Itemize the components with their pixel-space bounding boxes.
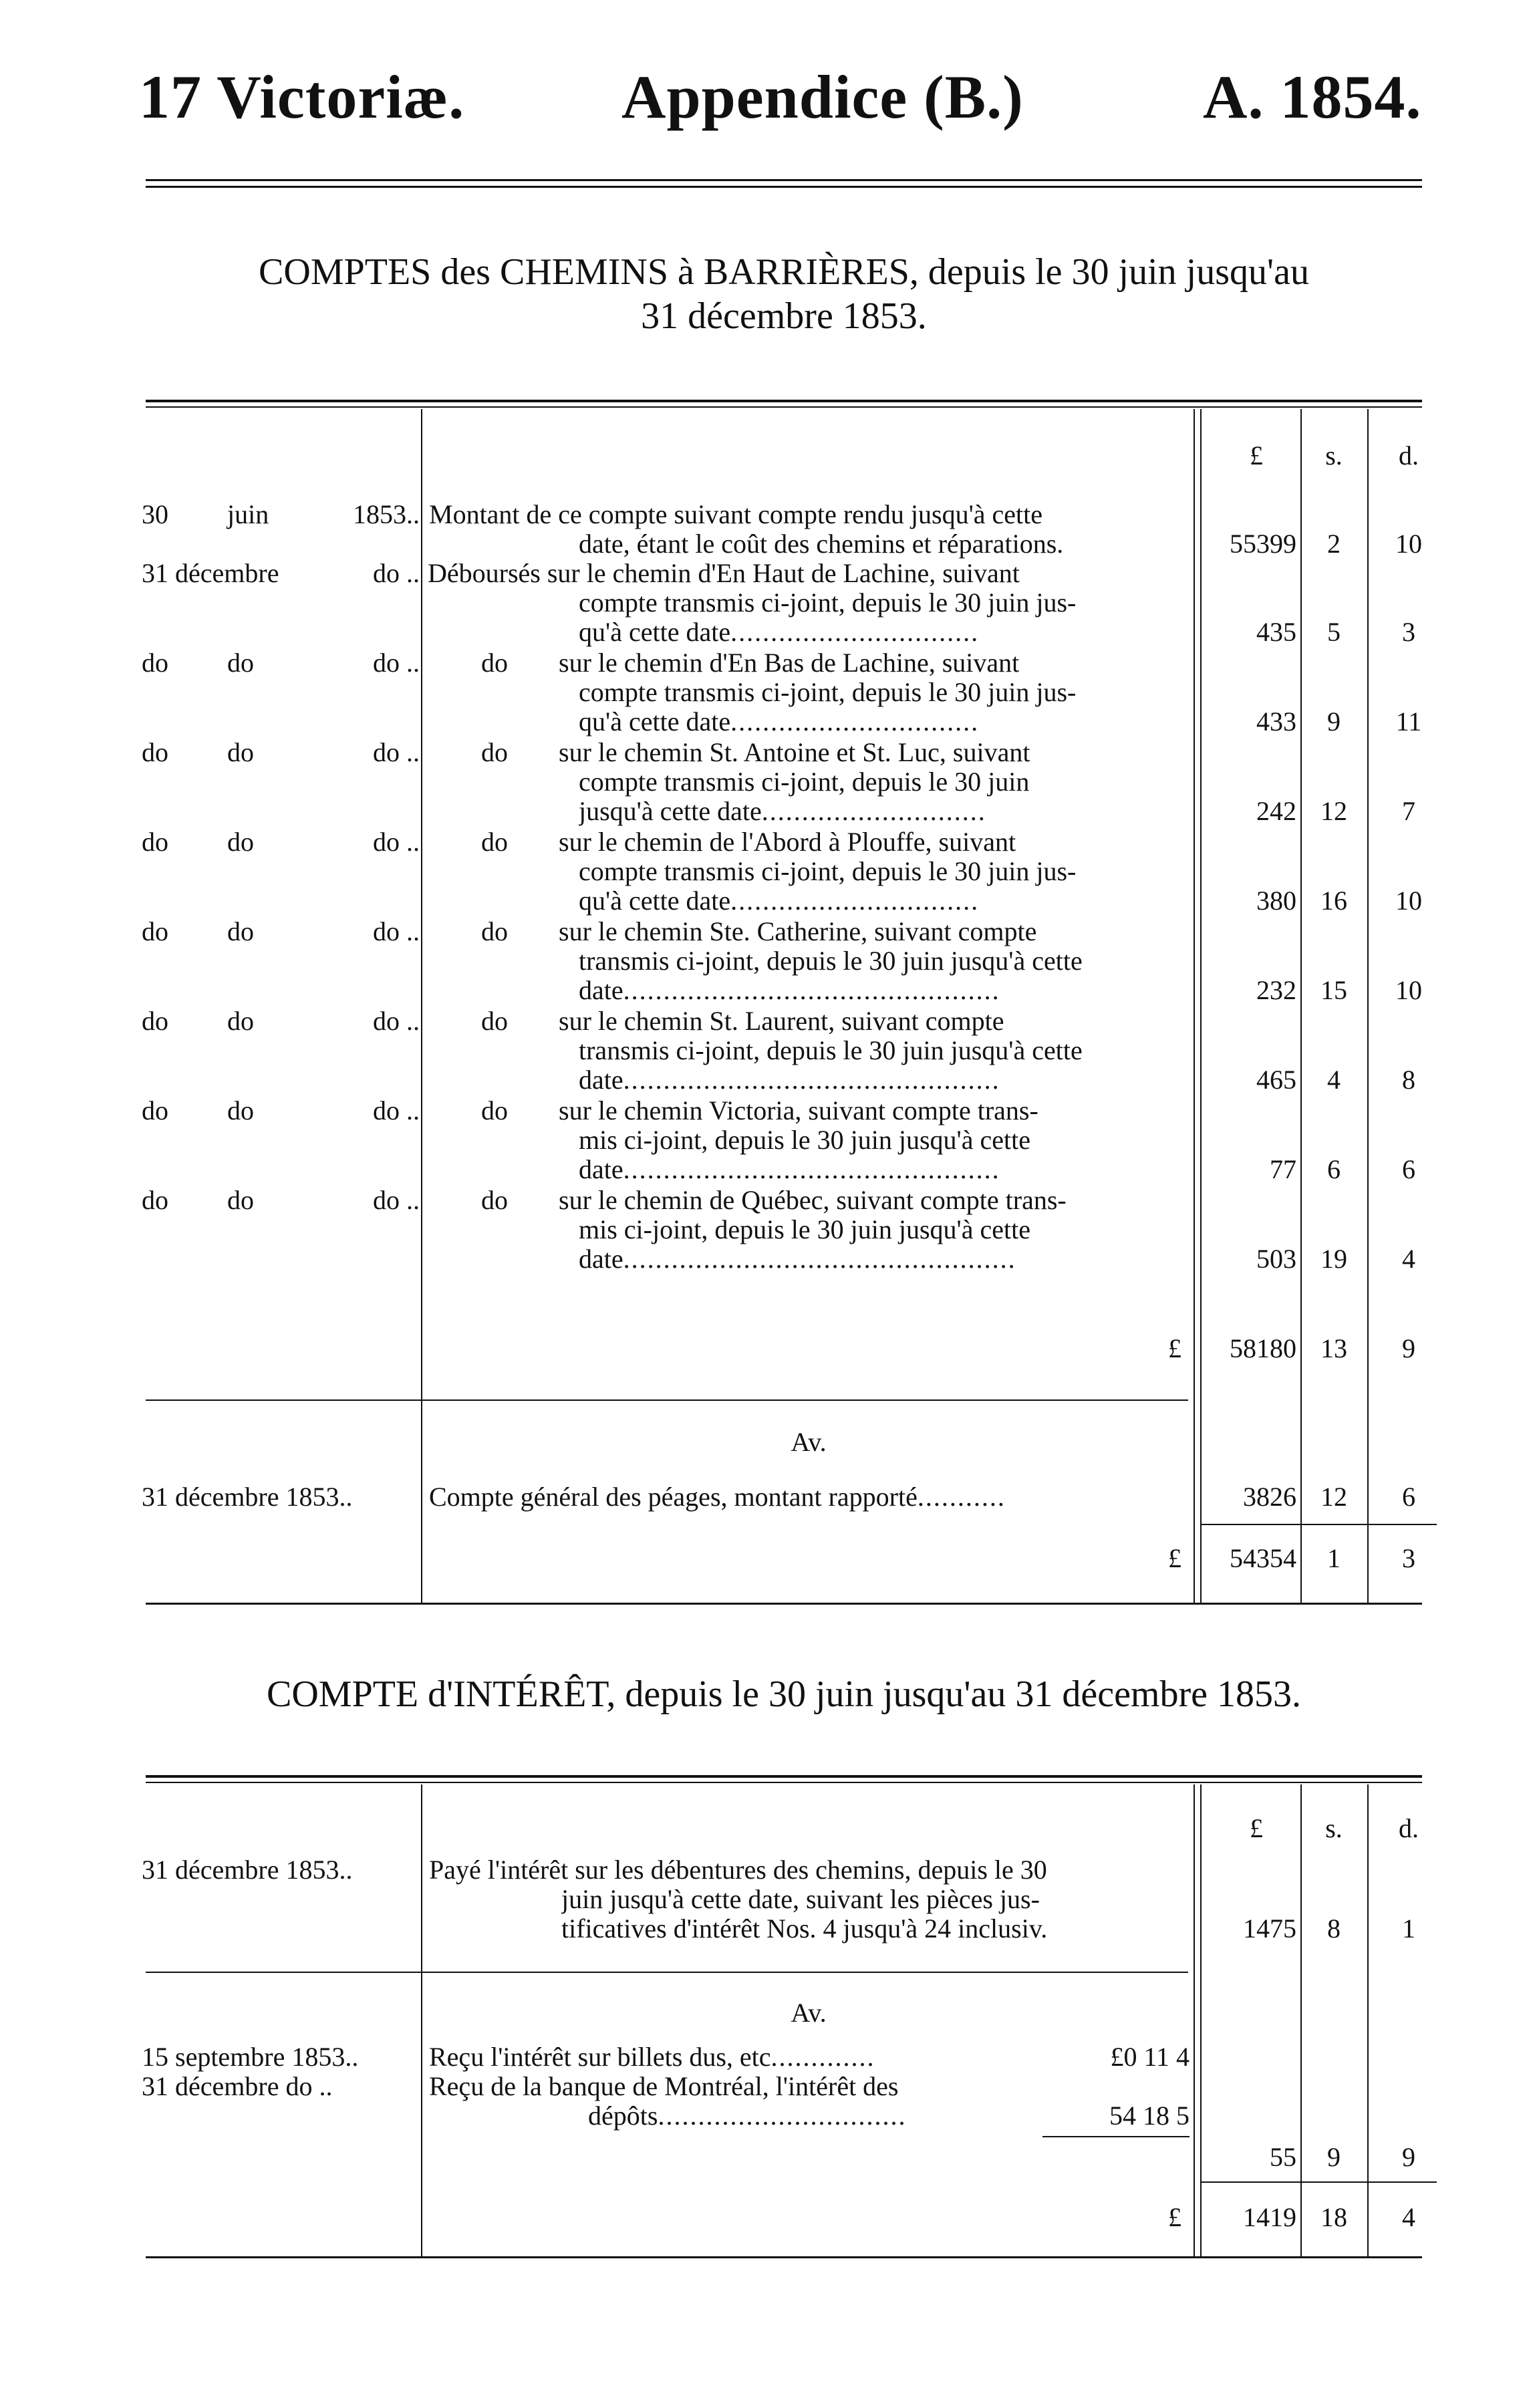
s1-av-text: Compte général des péages, montant rapporté <box>429 1482 918 1512</box>
s1-row-line <box>579 588 1184 618</box>
s1-row-shillings: 6 <box>1327 1154 1341 1184</box>
s1-row-line-text: sur le chemin St. Antoine et St. Luc, suivant <box>559 738 1030 767</box>
s1-row-date-day: 31 décembre <box>142 558 279 588</box>
s1-row-do: do <box>481 648 508 678</box>
s1-row-date-month: do <box>227 737 254 767</box>
col-header-shillings: s. <box>1325 1813 1343 1843</box>
s1-row-pounds: 465 <box>1256 1065 1296 1095</box>
s1-row-line-text: mis ci-joint, depuis le 30 juin jusqu'à cette <box>579 1125 1030 1155</box>
s2-av-date: 31 décembre do .. <box>142 2071 333 2101</box>
s1-row-line <box>559 1007 1184 1036</box>
s2-av-dots: ............. <box>771 2042 875 2072</box>
s2-net-symbol: £ <box>1168 2202 1181 2232</box>
header-right: A. 1854. <box>1203 63 1422 131</box>
s1-row-date-year: do .. <box>373 1095 420 1125</box>
s2-v-amt2 <box>1200 1784 1202 2256</box>
s1-row-line-text: compte transmis ci-joint, depuis le 30 juin jus- <box>579 857 1077 886</box>
s1-row-do: do <box>481 1185 508 1215</box>
s1-row-line <box>559 738 1184 767</box>
s2-row-line: Payé l'intérêt sur les débentures des chemins, depuis le 30 <box>429 1855 1047 1885</box>
col-header-pence: d. <box>1399 440 1419 471</box>
s1-row-line-text: sur le chemin de l'Abord à Plouffe, suivant <box>559 827 1016 857</box>
s1-v-s <box>1300 409 1302 1603</box>
s1-net-pounds: 54354 <box>1230 1543 1296 1573</box>
s1-row-line-text: mis ci-joint, depuis le 30 juin jusqu'à cette <box>579 1215 1030 1244</box>
s2-row-date: 31 décembre 1853.. <box>142 1855 353 1885</box>
s2-bottom-rule <box>146 2256 1422 2258</box>
s1-row-date-year: do .. <box>373 1185 420 1215</box>
s1-row-line-text: sur le chemin St. Laurent, suivant compte <box>559 1007 1004 1036</box>
s1-row-line <box>559 1186 1184 1215</box>
s1-row-line <box>579 1244 1184 1274</box>
s1-row-date-month: do <box>227 1185 254 1215</box>
s1-row-shillings: 5 <box>1327 617 1341 647</box>
s1-v-amt2 <box>1200 409 1202 1603</box>
s1-v-date <box>421 409 422 1603</box>
s1-row-line-text: Montant de ce compte suivant compte rendu jusqu'à cette <box>429 500 1043 529</box>
s1-row-date-month: juin <box>227 499 269 529</box>
s2-av-total-pence: 9 <box>1402 2142 1415 2172</box>
s1-row-do: do <box>481 916 508 946</box>
s2-v-s <box>1300 1784 1302 2256</box>
s1-row-shillings: 12 <box>1320 796 1347 826</box>
col-header-pence: d. <box>1399 1813 1419 1843</box>
s2-av-line <box>429 2042 1042 2072</box>
s1-row-line <box>579 618 1184 647</box>
s1-top-rule-2 <box>146 406 1422 408</box>
s2-net-rule <box>1200 2181 1437 2183</box>
s1-row-line-text: compte transmis ci-joint, depuis le 30 juin <box>579 767 1030 797</box>
s1-row-line <box>559 917 1184 946</box>
s1-row-date-year: do .. <box>373 648 420 678</box>
s1-row-line <box>559 1096 1184 1125</box>
s1-total-shillings: 13 <box>1320 1333 1347 1363</box>
s1-row-shillings: 2 <box>1327 529 1341 559</box>
s1-row-date-day: do <box>142 648 168 678</box>
s1-row-line-dots: ................................................. <box>623 1244 1016 1274</box>
s1-row-line <box>579 857 1184 886</box>
s1-row-line-text: sur le chemin Ste. Catherine, suivant compte <box>559 917 1037 946</box>
s1-row-date-year: do .. <box>373 558 420 588</box>
s1-row-date-day: do <box>142 737 168 767</box>
s1-row-line <box>579 1036 1184 1065</box>
s1-row-date-year: do .. <box>373 916 420 946</box>
s2-av-rule <box>146 1972 1188 1973</box>
s1-row-date-day: do <box>142 916 168 946</box>
s1-row-line-dots: ............................... <box>730 886 980 916</box>
s2-av-subrule <box>1042 2136 1190 2137</box>
s1-row-pence: 10 <box>1395 886 1422 916</box>
s1-av-shillings: 12 <box>1320 1482 1347 1512</box>
s1-row-line-text: qu'à cette date <box>579 886 731 916</box>
s1-row-date-year: do .. <box>373 1006 420 1036</box>
s2-v-date <box>421 1784 422 2256</box>
s1-row-pounds: 232 <box>1256 975 1296 1005</box>
s1-row-line <box>579 1125 1184 1155</box>
s1-row-line-text: date, étant le coût des chemins et réparations. <box>579 529 1064 559</box>
s2-v-d <box>1367 1784 1369 2256</box>
s1-av-dots: ........... <box>917 1482 1006 1512</box>
s1-row-pence: 3 <box>1402 617 1415 647</box>
s1-row-shillings: 15 <box>1320 975 1347 1005</box>
section1-title-line1: COMPTES des CHEMINS à BARRIÈRES, depuis le 30 juin jusqu'au <box>259 251 1309 293</box>
s2-av-label: Av. <box>791 1998 827 2028</box>
s1-row-line <box>579 707 1184 737</box>
s1-row-pence: 10 <box>1395 529 1422 559</box>
s1-row-pence: 10 <box>1395 975 1422 1005</box>
s1-row-do: do <box>481 1006 508 1036</box>
s1-row-date-year: 1853.. <box>353 499 420 529</box>
s1-row-pounds: 77 <box>1270 1154 1296 1184</box>
s1-row-date-month: do <box>227 648 254 678</box>
s1-row-line <box>579 767 1184 797</box>
s1-net-symbol: £ <box>1168 1543 1181 1573</box>
s1-row-date-day: do <box>142 1095 168 1125</box>
s1-row-pence: 4 <box>1402 1244 1415 1274</box>
s2-av-amount: £0 11 4 <box>1110 2042 1190 2072</box>
s1-row-do: do <box>481 1095 508 1125</box>
s1-row-line-text: qu'à cette date <box>579 618 731 647</box>
s1-row-pounds: 242 <box>1256 796 1296 826</box>
header-center: Appendice (B.) <box>621 63 1024 131</box>
header-left: 17 Victoriæ. <box>139 63 465 131</box>
s1-row-line <box>579 886 1184 916</box>
s1-row-line-text: qu'à cette date <box>579 707 731 737</box>
s1-row-pounds: 380 <box>1256 886 1296 916</box>
s1-row-line <box>579 797 1184 826</box>
s1-row-line-text: compte transmis ci-joint, depuis le 30 juin jus- <box>579 588 1077 618</box>
s2-av-text: dépôts <box>588 2101 658 2131</box>
s1-net-rule <box>1200 1524 1437 1525</box>
s1-row-line <box>428 559 1184 588</box>
s1-row-line-text: date <box>579 1244 623 1274</box>
s1-row-date-month: do <box>227 827 254 857</box>
s1-bottom-rule <box>146 1603 1422 1605</box>
s1-top-rule <box>146 400 1422 402</box>
s1-row-line <box>579 678 1184 707</box>
s1-row-pounds: 55399 <box>1230 529 1296 559</box>
s1-row-date-month: do <box>227 1006 254 1036</box>
col-header-pounds: £ <box>1250 440 1263 471</box>
s1-row-line-text: transmis ci-joint, depuis le 30 juin jusqu'à cette <box>579 946 1083 976</box>
s1-row-line-text: sur le chemin d'En Bas de Lachine, suivant <box>559 648 1020 678</box>
s1-row-date-day: do <box>142 827 168 857</box>
s1-net-shillings: 1 <box>1327 1543 1341 1573</box>
s1-row-line <box>579 1215 1184 1244</box>
s1-row-line <box>559 648 1184 678</box>
s2-av-total-shillings: 9 <box>1327 2142 1341 2172</box>
col-header-shillings: s. <box>1325 440 1343 471</box>
s1-row-line <box>579 1065 1184 1095</box>
s2-row-line: juin jusqu'à cette date, suivant les pièces jus- <box>561 1885 1040 1914</box>
s2-v-amt1 <box>1194 1784 1195 2256</box>
s1-row-line-dots: ............................... <box>730 618 980 647</box>
s1-row-shillings: 16 <box>1320 886 1347 916</box>
s1-row-line <box>579 529 1184 559</box>
s2-top-rule <box>146 1775 1422 1778</box>
s2-row-shillings: 8 <box>1327 1913 1341 1944</box>
s1-av-line <box>429 1482 1184 1512</box>
s1-row-line <box>429 500 1184 529</box>
s2-av-amount: 54 18 5 <box>1109 2101 1190 2131</box>
s2-net-shillings: 18 <box>1320 2202 1347 2232</box>
s1-row-line-text: date <box>579 976 623 1005</box>
s1-row-line-text: sur le chemin Victoria, suivant compte trans- <box>559 1096 1038 1125</box>
s1-row-date-day: 30 <box>142 499 168 529</box>
s1-row-line <box>579 976 1184 1005</box>
s1-row-date-year: do .. <box>373 827 420 857</box>
s2-row-pence: 1 <box>1402 1913 1415 1944</box>
s1-row-date-month: do <box>227 1095 254 1125</box>
s1-total-symbol: £ <box>1168 1333 1181 1363</box>
s1-v-d <box>1367 409 1369 1603</box>
s1-row-do: do <box>481 827 508 857</box>
s2-net-pence: 4 <box>1402 2202 1415 2232</box>
s1-row-pence: 7 <box>1402 796 1415 826</box>
s1-total-pence: 9 <box>1402 1333 1415 1363</box>
s1-row-line-dots: ............................................... <box>623 976 1000 1005</box>
s2-av-date: 15 septembre 1853.. <box>142 2042 359 2072</box>
s1-row-pence: 6 <box>1402 1154 1415 1184</box>
s2-av-text: Reçu de la banque de Montréal, l'intérêt des <box>429 2072 899 2101</box>
s1-row-line-text: Déboursés sur le chemin d'En Haut de Lachine, suivant <box>428 559 1020 588</box>
s1-net-pence: 3 <box>1402 1543 1415 1573</box>
section2-title: COMPTE d'INTÉRÊT, depuis le 30 juin jusqu'au 31 décembre 1853. <box>266 1674 1301 1715</box>
s1-row-line-dots: ............................................... <box>623 1065 1000 1095</box>
s1-row-shillings: 4 <box>1327 1065 1341 1095</box>
s2-av-total-pounds: 55 <box>1270 2142 1296 2172</box>
s2-av-line <box>429 2072 1042 2101</box>
s1-row-date-month: do <box>227 916 254 946</box>
s1-row-shillings: 9 <box>1327 706 1341 737</box>
s1-row-date-day: do <box>142 1006 168 1036</box>
s2-av-line <box>588 2101 1042 2131</box>
section1-title <box>146 250 1422 338</box>
s1-row-line <box>579 1155 1184 1184</box>
s1-row-line <box>559 827 1184 857</box>
s1-row-line-dots: ............................... <box>730 707 980 737</box>
s2-av-dots: ............................... <box>658 2101 907 2131</box>
s1-av-label: Av. <box>791 1427 827 1457</box>
s1-total-pounds: 58180 <box>1230 1333 1296 1363</box>
s2-row-pounds: 1475 <box>1243 1913 1296 1944</box>
s2-top-rule-2 <box>146 1782 1422 1783</box>
s1-row-line-dots: ............................ <box>761 797 986 826</box>
s1-row-line-text: jusqu'à cette date <box>579 797 762 826</box>
col-header-pounds: £ <box>1250 1813 1263 1843</box>
s1-row-line-text: compte transmis ci-joint, depuis le 30 juin jus- <box>579 678 1077 707</box>
s2-av-text: Reçu l'intérêt sur billets dus, etc <box>429 2042 771 2072</box>
s1-row-line-dots: ............................................... <box>623 1155 1000 1184</box>
s1-row-line-text: date <box>579 1155 623 1184</box>
header-rule-2 <box>146 186 1422 188</box>
s1-row-pounds: 503 <box>1256 1244 1296 1274</box>
s1-row-pence: 8 <box>1402 1065 1415 1095</box>
s1-row-shillings: 19 <box>1320 1244 1347 1274</box>
s1-row-pence: 11 <box>1395 706 1422 737</box>
header-rule <box>146 179 1422 181</box>
s1-row-pounds: 435 <box>1256 617 1296 647</box>
s1-row-line-text: transmis ci-joint, depuis le 30 juin jusqu'à cette <box>579 1036 1083 1065</box>
s1-row-pounds: 433 <box>1256 706 1296 737</box>
s1-row-line-text: sur le chemin de Québec, suivant compte trans- <box>559 1186 1067 1215</box>
s1-row-line-text: date <box>579 1065 623 1095</box>
s1-av-rule <box>146 1399 1188 1401</box>
s1-v-amt1 <box>1194 409 1195 1603</box>
s1-row-do: do <box>481 737 508 767</box>
s1-row-line <box>579 946 1184 976</box>
s1-row-date-day: do <box>142 1185 168 1215</box>
section1-title-line2: 31 décembre 1853. <box>641 295 927 337</box>
s1-av-pounds: 3826 <box>1243 1482 1296 1512</box>
s2-row-line: tificatives d'intérêt Nos. 4 jusqu'à 24 inclusiv. <box>561 1914 1048 1944</box>
s1-av-date: 31 décembre 1853.. <box>142 1482 353 1512</box>
s1-av-pence: 6 <box>1402 1482 1415 1512</box>
s2-net-pounds: 1419 <box>1243 2202 1296 2232</box>
s1-row-date-year: do .. <box>373 737 420 767</box>
